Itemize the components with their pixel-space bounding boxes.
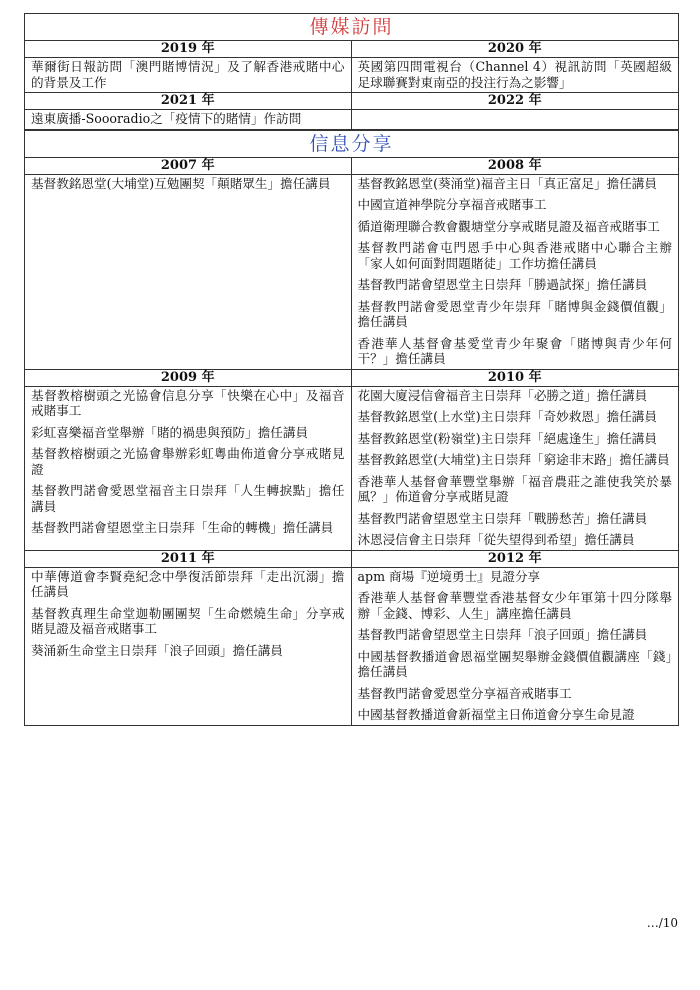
activity-item: 基督教門諾會屯門恩手中心與香港戒賭中心聯合主辦「家人如何面對問題賭徒」工作坊擔任講員 [357, 240, 672, 271]
sharing-year-column [352, 370, 679, 550]
activity-item: 基督教門諾會愛恩堂青少年崇拜「賭博與金錢價值觀」擔任講員 [357, 298, 672, 329]
activity-item: 基督教門諾會望恩堂主日崇拜「浪子回頭」擔任講員 [357, 627, 648, 642]
sharing-year-column [25, 551, 352, 725]
year-heading: 2009 年 [25, 370, 351, 387]
media-year-column [352, 93, 679, 129]
activity-item: 沐恩浸信會主日崇拜「從失望得到希望」擔任講員 [357, 532, 635, 547]
activity-item: 基督教銘恩堂(葵涌堂)福音主日「真正富足」擔任講員 [357, 175, 657, 191]
year-heading: 2011 年 [25, 551, 351, 568]
activity-item: 基督教銘恩堂(大埔堂)互勉團契「顛賭眾生」擔任講員 [31, 175, 331, 191]
activity-list [25, 58, 351, 92]
year-heading: 2012 年 [352, 551, 679, 568]
activity-list [25, 110, 351, 129]
activity-item: 基督教真理生命堂迦勒團團契「生命燃燒生命」分享戒賭見證及福音戒賭事工 [31, 605, 345, 636]
activity-item: 遠東廣播-Soooradio之「疫情下的賭情」作訪問 [31, 111, 302, 126]
section-title-sharing: 信息分享 [25, 130, 678, 158]
activity-list [352, 387, 679, 550]
activity-item: 香港華人基督會基愛堂青少年聚會「賭博與青少年何干？」擔任講員 [357, 335, 672, 366]
activity-item: 基督教門諾會望恩堂主日崇拜「勝過試探」擔任講員 [357, 277, 648, 292]
year-heading: 2021 年 [25, 93, 351, 110]
year-heading: 2007 年 [25, 158, 351, 175]
year-heading: 2008 年 [352, 158, 679, 175]
year-heading: 2022 年 [352, 93, 679, 110]
activity-item: 基督教榕樹頭之光協會信息分享「快樂在心中」及福音戒賭事工 [31, 387, 345, 418]
activity-item: 華爾街日報訪問「澳門賭博情況」及了解香港戒賭中心的背景及工作 [31, 59, 345, 90]
media-year-column [352, 41, 679, 92]
activity-item: 中國基督教播道會新福堂主日佈道會分享生命見證 [357, 707, 635, 722]
sharing-year-column [25, 370, 352, 550]
year-heading: 2019 年 [25, 41, 351, 58]
activity-list [352, 58, 679, 92]
year-heading: 2010 年 [352, 370, 679, 387]
sharing-row [25, 370, 678, 551]
activity-list [352, 110, 679, 113]
sharing-row [25, 158, 678, 370]
activity-item: 中國基督教播道會恩福堂團契舉辦金錢價值觀講座「錢」擔任講員 [357, 648, 672, 679]
activity-item: 中華傳道會李賢堯紀念中學復活節崇拜「走出沉溺」擔任講員 [31, 568, 345, 599]
media-rows [25, 41, 678, 130]
activity-list [352, 175, 679, 369]
activity-item: 基督教銘恩堂(粉嶺堂)主日崇拜「絕處逢生」擔任講員 [357, 430, 657, 446]
activity-list [352, 568, 679, 725]
media-year-column [25, 93, 352, 129]
activity-item: 花園大廈浸信會福音主日崇拜「必勝之道」擔任講員 [357, 387, 648, 403]
sharing-rows [25, 158, 678, 725]
activity-item: apm 商場『逆境勇士』見證分享 [357, 568, 541, 584]
activity-item: 基督教門諾會愛恩堂分享福音戒賭事工 [357, 685, 572, 701]
activity-item: 中國宣道神學院分享福音戒賭事工 [357, 197, 547, 212]
activity-item: 葵涌新生命堂主日崇拜「浪子回頭」擔任講員 [31, 642, 283, 658]
activity-item: 基督教銘恩堂(上水堂)主日崇拜「奇妙救恩」擔任講員 [357, 409, 657, 424]
activity-item: 基督教銘恩堂(大埔堂)主日崇拜「窮途非末路」擔任講員 [357, 452, 670, 467]
activity-list [25, 568, 351, 661]
media-row [25, 41, 678, 93]
year-heading: 2020 年 [352, 41, 679, 58]
activity-item: 基督教門諾會望恩堂主日崇拜「生命的轉機」擔任講員 [31, 520, 334, 535]
activity-item: 基督教榕樹頭之光協會舉辦彩虹粵曲佈道會分享戒賭見證 [31, 446, 345, 477]
sharing-year-column [352, 158, 679, 369]
activity-item: 基督教門諾會望恩堂主日崇拜「戰勝愁苦」擔任講員 [357, 510, 648, 526]
sharing-year-column [25, 158, 352, 369]
sharing-year-column [352, 551, 679, 725]
activity-item: 英國第四問電視台（Channel 4）視訊訪問「英國超級足球聯賽對東南亞的投注行為之影響」 [357, 59, 672, 90]
activity-list [25, 175, 351, 194]
activity-item: 香港華人基督會華豐堂香港基督女少年軍第十四分隊舉辦「金錢、博彩、人生」講座擔任講員 [357, 590, 672, 621]
document-table [24, 13, 679, 726]
activity-item: 香港華人基督會華豐堂舉辦「福音農莊之誰使我笑於暴風？」佈道會分享戒賭見證 [357, 473, 672, 504]
activity-item: 彩虹喜樂福音堂舉辦「賭的禍患與預防」擔任講員 [31, 424, 309, 440]
page-reference: …/10 [646, 916, 678, 930]
activity-item: 循道衛理聯合教會觀塘堂分享戒賭見證及福音戒賭事工 [357, 218, 660, 234]
activity-list [25, 387, 351, 538]
media-row [25, 93, 678, 130]
section-title-media: 傳媒訪問 [25, 14, 678, 41]
media-year-column [25, 41, 352, 92]
activity-item: 基督教門諾會愛恩堂福音主日崇拜「人生轉捩點」擔任講員 [31, 483, 345, 514]
sharing-row [25, 551, 678, 725]
